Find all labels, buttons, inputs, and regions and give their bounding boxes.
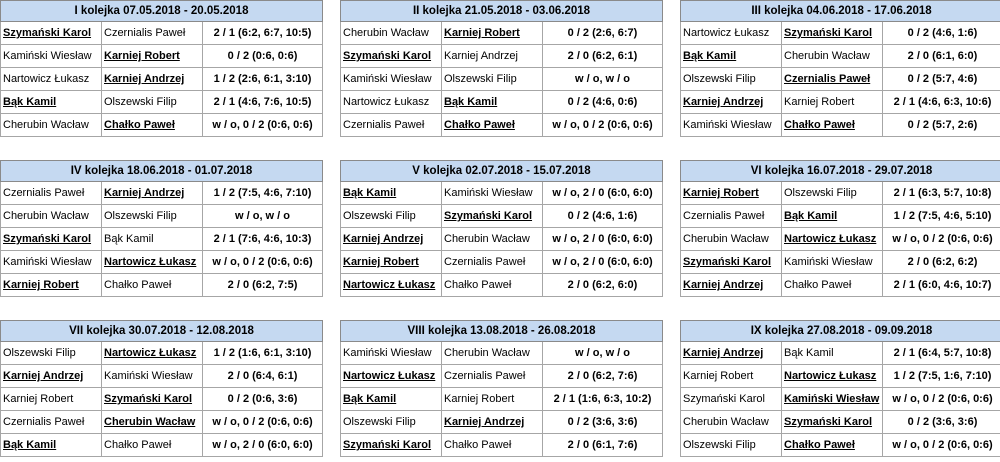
player-away: Chałko Paweł [442,274,543,297]
table-row [341,251,663,274]
player-away: Bąk Kamil [782,342,883,365]
table-row [1,91,323,114]
table-row [341,434,663,457]
player-home: Bąk Kamil [1,434,102,457]
match-score: 2 / 0 (6:1, 7:6) [543,434,663,457]
table-row [341,365,663,388]
match-score: 2 / 1 (6:2, 6:7, 10:5) [203,22,323,45]
table-row [1,274,323,297]
player-away: Kamiński Wiesław [782,388,883,411]
player-home: Karniej Robert [341,251,442,274]
table-row [681,68,1000,91]
player-away: Nartowicz Łukasz [782,228,883,251]
round-title: I kolejka 07.05.2018 - 20.05.2018 [1,1,323,22]
player-away: Chałko Paweł [782,274,883,297]
match-score: w / o, 0 / 2 (0:6, 0:6) [883,388,1000,411]
round-table-5 [340,160,662,297]
match-score: w / o, 0 / 2 (0:6, 0:6) [203,251,323,274]
player-home: Szymański Karol [681,251,782,274]
match-score: 0 / 2 (3:6, 3:6) [543,411,663,434]
table-row [681,91,1000,114]
round-table-7 [0,320,322,457]
player-home: Karniej Robert [681,365,782,388]
match-score: 2 / 0 (6:2, 7:5) [203,274,323,297]
player-away: Kamiński Wiesław [102,365,203,388]
table-row [341,182,663,205]
player-away: Bąk Kamil [442,91,543,114]
player-away: Karniej Andrzej [102,68,203,91]
match-score: 2 / 0 (6:2, 6:2) [883,251,1000,274]
table-row [681,411,1000,434]
player-home: Nartowicz Łukasz [341,91,442,114]
match-score: 0 / 2 (4:6, 1:6) [883,22,1000,45]
table-row [341,91,663,114]
player-away: Czernialis Paweł [442,251,543,274]
player-home: Karniej Robert [1,388,102,411]
player-away: Chałko Paweł [102,274,203,297]
player-away: Karniej Andrzej [442,45,543,68]
match-score: w / o, w / o [543,68,663,91]
player-home: Olszewski Filip [1,342,102,365]
match-score: 2 / 0 (6:1, 6:0) [883,45,1000,68]
round-table-1 [0,0,322,137]
table-row [1,365,323,388]
table-row [1,182,323,205]
table-row [341,114,663,137]
player-away: Chałko Paweł [442,114,543,137]
player-away: Bąk Kamil [102,228,203,251]
player-home: Kamiński Wiesław [341,342,442,365]
round-table-3 [680,0,1000,137]
player-away: Olszewski Filip [442,68,543,91]
table-row [681,434,1000,457]
player-home: Nartowicz Łukasz [341,274,442,297]
table-row [341,274,663,297]
match-score: 2 / 0 (6:4, 6:1) [203,365,323,388]
player-home: Cherubin Wacław [1,114,102,137]
player-away: Czernialis Paweł [782,68,883,91]
table-row [341,342,663,365]
match-score: 2 / 1 (4:6, 7:6, 10:5) [203,91,323,114]
player-home: Karniej Andrzej [1,365,102,388]
table-row [1,342,323,365]
player-away: Cherubin Wacław [782,45,883,68]
player-home: Karniej Andrzej [681,342,782,365]
table-row [341,411,663,434]
player-home: Czernialis Paweł [1,182,102,205]
round-title: VI kolejka 16.07.2018 - 29.07.2018 [681,161,1000,182]
player-home: Nartowicz Łukasz [681,22,782,45]
round-table-6 [680,160,1000,297]
player-away: Szymański Karol [102,388,203,411]
player-home: Czernialis Paweł [681,205,782,228]
player-away: Karniej Robert [782,91,883,114]
match-score: w / o, 0 / 2 (0:6, 0:6) [203,411,323,434]
round-title: IX kolejka 27.08.2018 - 09.09.2018 [681,321,1000,342]
player-away: Karniej Robert [102,45,203,68]
player-away: Nartowicz Łukasz [102,342,203,365]
table-row [341,68,663,91]
player-home: Szymański Karol [1,22,102,45]
player-away: Nartowicz Łukasz [782,365,883,388]
match-score: 0 / 2 (5:7, 2:6) [883,114,1000,137]
player-away: Kamiński Wiesław [782,251,883,274]
round-table-8 [340,320,662,457]
table-row [1,411,323,434]
table-row [1,388,323,411]
table-row [1,205,323,228]
table-row [1,251,323,274]
player-away: Szymański Karol [782,411,883,434]
player-home: Bąk Kamil [681,45,782,68]
player-home: Kamiński Wiesław [681,114,782,137]
match-score: w / o, 2 / 0 (6:0, 6:0) [543,251,663,274]
player-home: Olszewski Filip [341,411,442,434]
match-score: 1 / 2 (2:6, 6:1, 3:10) [203,68,323,91]
match-score: 2 / 1 (1:6, 6:3, 10:2) [543,388,663,411]
match-score: 2 / 1 (6:4, 5:7, 10:8) [883,342,1000,365]
player-home: Karniej Andrzej [341,228,442,251]
player-home: Szymański Karol [681,388,782,411]
player-home: Bąk Kamil [1,91,102,114]
table-row [681,342,1000,365]
player-home: Szymański Karol [1,228,102,251]
player-away: Karniej Robert [442,388,543,411]
match-score: w / o, w / o [203,205,323,228]
match-score: w / o, 2 / 0 (6:0, 6:0) [203,434,323,457]
player-home: Cherubin Wacław [341,22,442,45]
player-home: Cherubin Wacław [1,205,102,228]
player-away: Cherubin Wacław [442,342,543,365]
table-row [1,22,323,45]
match-score: 0 / 2 (0:6, 0:6) [203,45,323,68]
table-row [681,182,1000,205]
table-row [681,228,1000,251]
match-score: 1 / 2 (7:5, 4:6, 5:10) [883,205,1000,228]
match-score: w / o, 0 / 2 (0:6, 0:6) [883,228,1000,251]
player-home: Kamiński Wiesław [1,45,102,68]
match-score: 1 / 2 (7:5, 1:6, 7:10) [883,365,1000,388]
match-score: 2 / 1 (6:3, 5:7, 10:8) [883,182,1000,205]
table-row [1,228,323,251]
match-score: 0 / 2 (3:6, 3:6) [883,411,1000,434]
player-away: Szymański Karol [442,205,543,228]
player-home: Bąk Kamil [341,182,442,205]
player-home: Bąk Kamil [341,388,442,411]
player-home: Karniej Andrzej [681,91,782,114]
table-row [681,205,1000,228]
match-score: 0 / 2 (0:6, 3:6) [203,388,323,411]
table-row [341,388,663,411]
player-home: Kamiński Wiesław [1,251,102,274]
player-home: Nartowicz Łukasz [341,365,442,388]
player-home: Karniej Robert [681,182,782,205]
table-row [681,365,1000,388]
round-title: IV kolejka 18.06.2018 - 01.07.2018 [1,161,323,182]
player-home: Szymański Karol [341,45,442,68]
player-away: Szymański Karol [782,22,883,45]
match-score: 0 / 2 (2:6, 6:7) [543,22,663,45]
round-title: II kolejka 21.05.2018 - 03.06.2018 [341,1,663,22]
match-score: 2 / 0 (6:2, 6:0) [543,274,663,297]
table-row [341,45,663,68]
match-score: w / o, 2 / 0 (6:0, 6:0) [543,228,663,251]
table-row [1,45,323,68]
table-row [681,251,1000,274]
match-score: 1 / 2 (1:6, 6:1, 3:10) [203,342,323,365]
player-home: Czernialis Paweł [341,114,442,137]
match-score: w / o, 0 / 2 (0:6, 0:6) [203,114,323,137]
table-row [341,228,663,251]
table-row [681,114,1000,137]
player-away: Chałko Paweł [102,114,203,137]
table-row [681,388,1000,411]
player-away: Bąk Kamil [782,205,883,228]
match-score: 2 / 1 (4:6, 6:3, 10:6) [883,91,1000,114]
match-score: w / o, w / o [543,342,663,365]
player-away: Karniej Andrzej [102,182,203,205]
player-home: Czernialis Paweł [1,411,102,434]
match-score: w / o, 0 / 2 (0:6, 0:6) [543,114,663,137]
player-home: Olszewski Filip [341,205,442,228]
round-table-4 [0,160,322,297]
player-away: Chałko Paweł [782,114,883,137]
player-home: Nartowicz Łukasz [1,68,102,91]
table-row [681,274,1000,297]
player-away: Chałko Paweł [442,434,543,457]
player-home: Karniej Robert [1,274,102,297]
player-away: Olszewski Filip [782,182,883,205]
match-score: 2 / 0 (6:2, 6:1) [543,45,663,68]
match-score: 1 / 2 (7:5, 4:6, 7:10) [203,182,323,205]
player-away: Nartowicz Łukasz [102,251,203,274]
match-score: 0 / 2 (5:7, 4:6) [883,68,1000,91]
player-away: Kamiński Wiesław [442,182,543,205]
player-away: Czernialis Paweł [442,365,543,388]
player-away: Karniej Robert [442,22,543,45]
table-row [341,22,663,45]
round-title: V kolejka 02.07.2018 - 15.07.2018 [341,161,663,182]
table-row [681,45,1000,68]
player-away: Cherubin Wacław [442,228,543,251]
match-score: w / o, 2 / 0 (6:0, 6:0) [543,182,663,205]
player-away: Czernialis Paweł [102,22,203,45]
match-score: 2 / 1 (7:6, 4:6, 10:3) [203,228,323,251]
match-score: 2 / 1 (6:0, 4:6, 10:7) [883,274,1000,297]
table-row [681,22,1000,45]
player-home: Cherubin Wacław [681,228,782,251]
table-row [341,205,663,228]
round-title: VIII kolejka 13.08.2018 - 26.08.2018 [341,321,663,342]
player-home: Kamiński Wiesław [341,68,442,91]
player-away: Olszewski Filip [102,205,203,228]
match-score: 0 / 2 (4:6, 0:6) [543,91,663,114]
table-row [1,68,323,91]
player-home: Olszewski Filip [681,68,782,91]
player-home: Karniej Andrzej [681,274,782,297]
player-home: Szymański Karol [341,434,442,457]
player-away: Cherubin Wacław [102,411,203,434]
round-title: III kolejka 04.06.2018 - 17.06.2018 [681,1,1000,22]
player-away: Karniej Andrzej [442,411,543,434]
table-row [1,114,323,137]
player-away: Chałko Paweł [782,434,883,457]
match-score: w / o, 0 / 2 (0:6, 0:6) [883,434,1000,457]
round-title: VII kolejka 30.07.2018 - 12.08.2018 [1,321,323,342]
player-away: Olszewski Filip [102,91,203,114]
match-score: 2 / 0 (6:2, 7:6) [543,365,663,388]
table-row [1,434,323,457]
match-score: 0 / 2 (4:6, 1:6) [543,205,663,228]
round-table-2 [340,0,662,137]
player-home: Olszewski Filip [681,434,782,457]
player-home: Cherubin Wacław [681,411,782,434]
round-table-9 [680,320,1000,457]
player-away: Chałko Paweł [102,434,203,457]
